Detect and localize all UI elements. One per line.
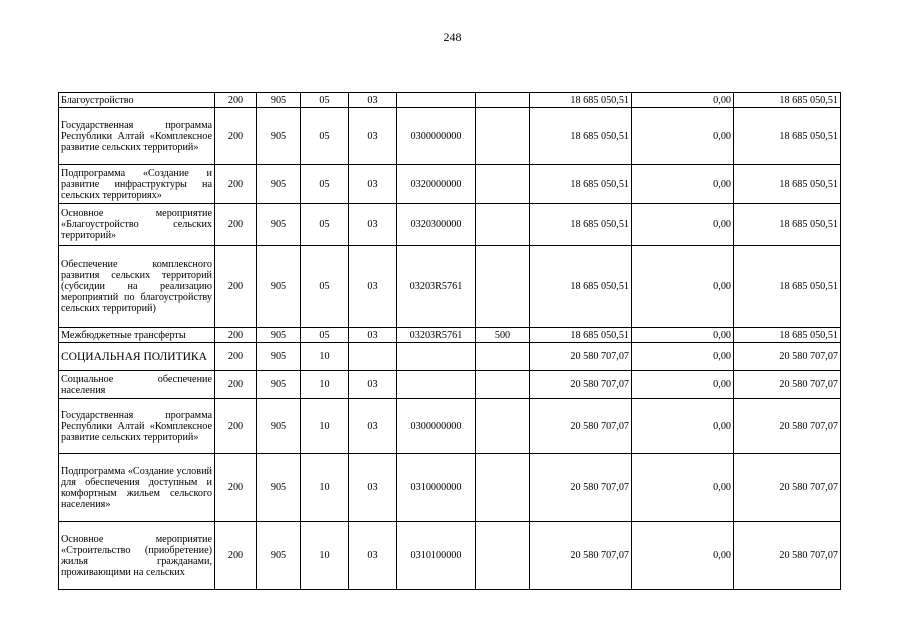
row-name: Государственная программа Республики Алтай «Комплексное развитие сельских территорий» [59, 399, 215, 454]
section-code: 10 [301, 371, 349, 399]
amount-2: 0,00 [632, 454, 734, 522]
amount-1: 18 685 050,51 [530, 93, 632, 108]
amount-2: 0,00 [632, 328, 734, 343]
grbs-code: 905 [257, 108, 301, 165]
section-code: 05 [301, 165, 349, 204]
table-row [59, 399, 841, 454]
expense-type-code [476, 522, 530, 590]
amount-1: 20 580 707,07 [530, 454, 632, 522]
subsection-code [349, 343, 397, 371]
section-code: 10 [301, 343, 349, 371]
row-name: Благоустройство [59, 93, 215, 108]
subsection-code: 03 [349, 93, 397, 108]
expense-type-code [476, 343, 530, 371]
expense-type-code [476, 399, 530, 454]
row-name: Основное мероприятие «Строительство (приобретение) жилья гражданами, проживающими на сельских [59, 522, 215, 590]
table-row [59, 204, 841, 246]
row-name: Подпрограмма «Создание и развитие инфраструктуры на сельских территориях» [59, 165, 215, 204]
page-number: 248 [443, 30, 462, 44]
expense-type-code [476, 165, 530, 204]
amount-3: 20 580 707,07 [734, 371, 841, 399]
admin-code: 200 [215, 246, 257, 328]
target-article-code: 0320300000 [397, 204, 476, 246]
amount-2: 0,00 [632, 108, 734, 165]
section-code: 05 [301, 204, 349, 246]
section-code: 10 [301, 454, 349, 522]
row-name: Социальное обеспечение населения [59, 371, 215, 399]
amount-1: 18 685 050,51 [530, 108, 632, 165]
grbs-code: 905 [257, 246, 301, 328]
section-code: 05 [301, 246, 349, 328]
admin-code: 200 [215, 399, 257, 454]
amount-1: 18 685 050,51 [530, 165, 632, 204]
grbs-code: 905 [257, 204, 301, 246]
amount-2: 0,00 [632, 343, 734, 371]
admin-code: 200 [215, 522, 257, 590]
expense-type-code [476, 371, 530, 399]
target-article-code [397, 371, 476, 399]
row-name: СОЦИАЛЬНАЯ ПОЛИТИКА [59, 343, 215, 371]
amount-2: 0,00 [632, 165, 734, 204]
row-name: Подпрограмма «Создание условий для обеспечения доступным и комфортным жильем сельского населения» [59, 454, 215, 522]
amount-1: 18 685 050,51 [530, 328, 632, 343]
grbs-code: 905 [257, 399, 301, 454]
expense-type-code [476, 204, 530, 246]
table-row [59, 454, 841, 522]
table-row [59, 371, 841, 399]
expense-type-code [476, 454, 530, 522]
amount-3: 18 685 050,51 [734, 165, 841, 204]
admin-code: 200 [215, 108, 257, 165]
amount-3: 20 580 707,07 [734, 399, 841, 454]
amount-3: 18 685 050,51 [734, 108, 841, 165]
target-article-code [397, 93, 476, 108]
row-name: Обеспечение комплексного развития сельских территорий (субсидии на реализацию мероприятий по благоустройству сельских территорий) [59, 246, 215, 328]
section-code: 10 [301, 522, 349, 590]
grbs-code: 905 [257, 454, 301, 522]
expense-type-code [476, 93, 530, 108]
admin-code: 200 [215, 343, 257, 371]
amount-1: 18 685 050,51 [530, 246, 632, 328]
target-article-code: 03203R5761 [397, 328, 476, 343]
target-article-code: 0310100000 [397, 522, 476, 590]
grbs-code: 905 [257, 165, 301, 204]
amount-1: 20 580 707,07 [530, 343, 632, 371]
amount-3: 18 685 050,51 [734, 328, 841, 343]
table-row [59, 93, 841, 108]
subsection-code: 03 [349, 204, 397, 246]
admin-code: 200 [215, 204, 257, 246]
section-code: 05 [301, 93, 349, 108]
table-row [59, 246, 841, 328]
subsection-code: 03 [349, 371, 397, 399]
amount-2: 0,00 [632, 204, 734, 246]
subsection-code: 03 [349, 454, 397, 522]
target-article-code: 0300000000 [397, 399, 476, 454]
amount-3: 18 685 050,51 [734, 93, 841, 108]
amount-2: 0,00 [632, 522, 734, 590]
admin-code: 200 [215, 454, 257, 522]
row-name: Основное мероприятие «Благоустройство сельских территорий» [59, 204, 215, 246]
subsection-code: 03 [349, 246, 397, 328]
amount-2: 0,00 [632, 399, 734, 454]
amount-1: 20 580 707,07 [530, 371, 632, 399]
amount-1: 20 580 707,07 [530, 522, 632, 590]
expense-type-code: 500 [476, 328, 530, 343]
expense-type-code [476, 246, 530, 328]
table-row [59, 108, 841, 165]
target-article-code: 0320000000 [397, 165, 476, 204]
target-article-code [397, 343, 476, 371]
section-code: 10 [301, 399, 349, 454]
grbs-code: 905 [257, 371, 301, 399]
amount-1: 18 685 050,51 [530, 204, 632, 246]
amount-3: 20 580 707,07 [734, 522, 841, 590]
table-row [59, 343, 841, 371]
grbs-code: 905 [257, 328, 301, 343]
admin-code: 200 [215, 371, 257, 399]
row-name: Межбюджетные трансферты [59, 328, 215, 343]
subsection-code: 03 [349, 522, 397, 590]
admin-code: 200 [215, 93, 257, 108]
amount-3: 18 685 050,51 [734, 246, 841, 328]
row-name: Государственная программа Республики Алтай «Комплексное развитие сельских территорий» [59, 108, 215, 165]
subsection-code: 03 [349, 328, 397, 343]
amount-3: 18 685 050,51 [734, 204, 841, 246]
amount-3: 20 580 707,07 [734, 454, 841, 522]
amount-1: 20 580 707,07 [530, 399, 632, 454]
subsection-code: 03 [349, 108, 397, 165]
amount-3: 20 580 707,07 [734, 343, 841, 371]
subsection-code: 03 [349, 399, 397, 454]
budget-table [58, 92, 841, 590]
table-row [59, 328, 841, 343]
amount-2: 0,00 [632, 93, 734, 108]
target-article-code: 0310000000 [397, 454, 476, 522]
table-row [59, 522, 841, 590]
amount-2: 0,00 [632, 371, 734, 399]
grbs-code: 905 [257, 343, 301, 371]
section-code: 05 [301, 328, 349, 343]
table-row [59, 165, 841, 204]
target-article-code: 03203R5761 [397, 246, 476, 328]
grbs-code: 905 [257, 522, 301, 590]
expense-type-code [476, 108, 530, 165]
admin-code: 200 [215, 328, 257, 343]
section-code: 05 [301, 108, 349, 165]
grbs-code: 905 [257, 93, 301, 108]
admin-code: 200 [215, 165, 257, 204]
amount-2: 0,00 [632, 246, 734, 328]
target-article-code: 0300000000 [397, 108, 476, 165]
subsection-code: 03 [349, 165, 397, 204]
